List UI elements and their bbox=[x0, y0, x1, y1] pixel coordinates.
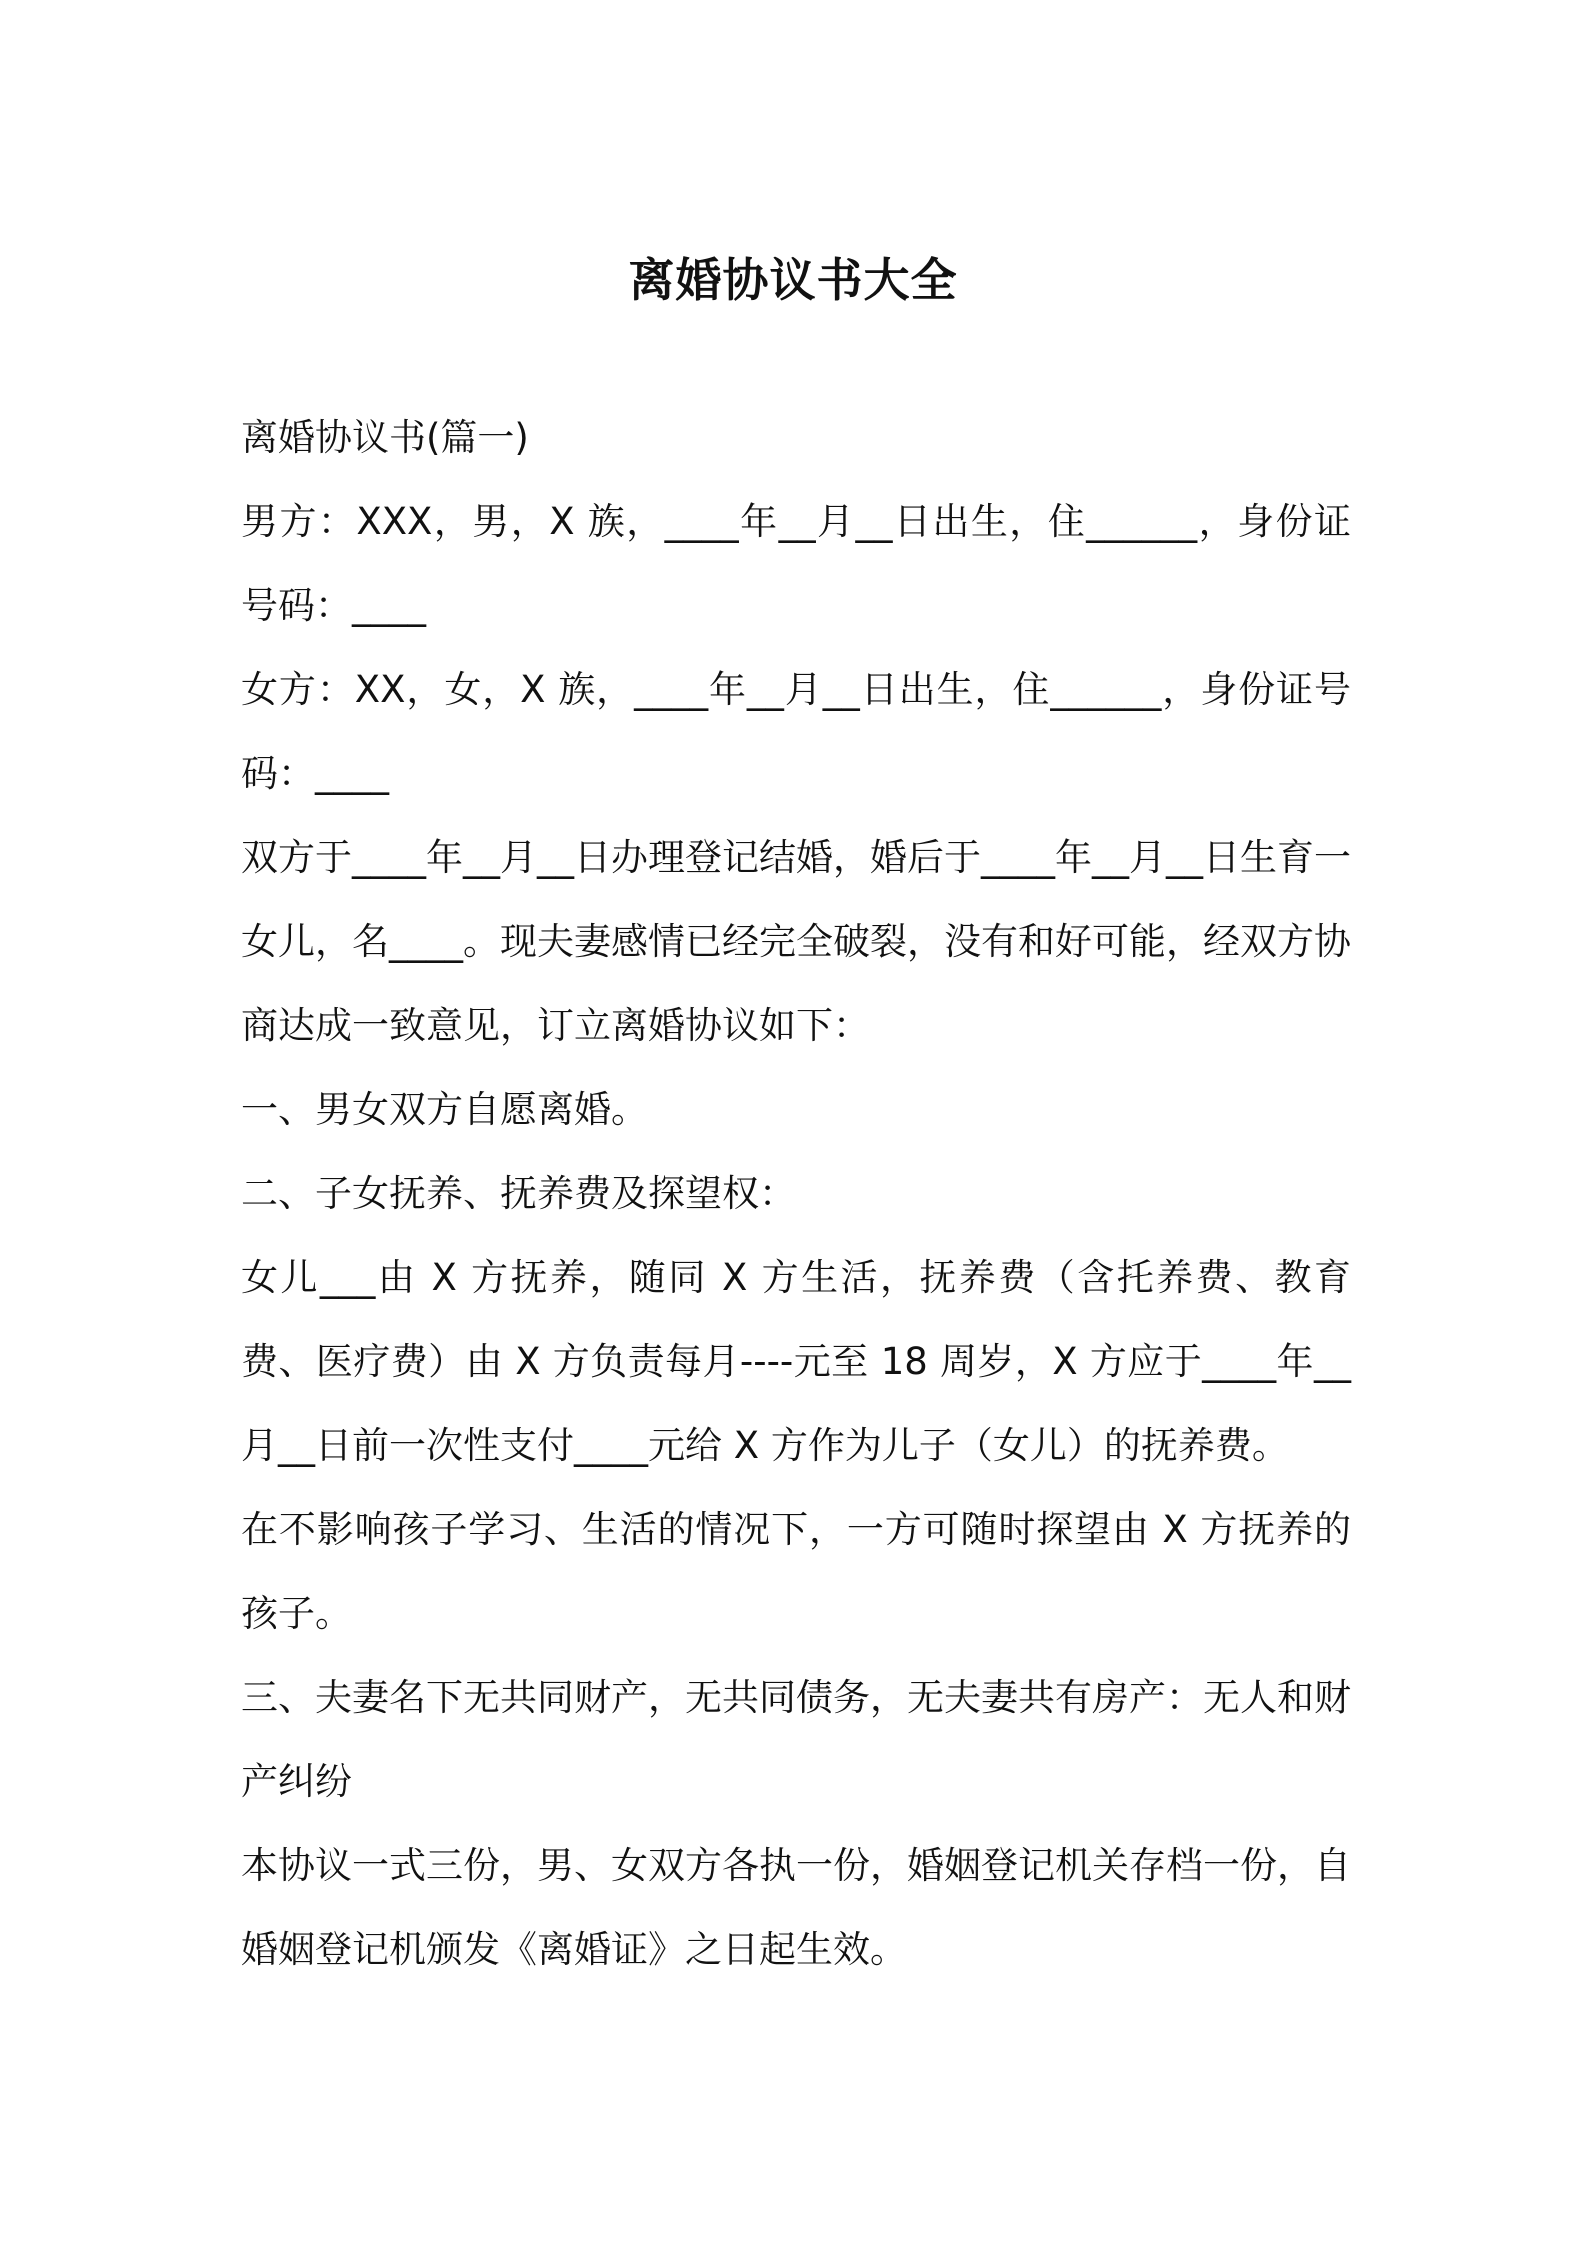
clause-three: 三、夫妻名下无共同财产，无共同债务，无夫妻共有房产：无人和财产纠纷 bbox=[241, 1676, 1351, 1803]
paragraph-visitation: 在不影响孩子学习、生活的情况下，一方可随时探望由 X 方抚养的孩子。 bbox=[241, 1508, 1351, 1635]
paragraph-marriage-info: 双方于____年__月__日办理登记结婚，婚后于____年__月__日生育一女儿，名____。现夫妻感情已经完全破裂，没有和好可能，经双方协商达成一致意见，订立离婚协议如下： bbox=[241, 836, 1351, 1047]
paragraph-male-party: 男方：XXX，男，X 族，____年__月__日出生，住______，身份证号码：____ bbox=[241, 500, 1351, 627]
document-body bbox=[241, 396, 1351, 1992]
document-title: 离婚协议书大全 bbox=[628, 252, 958, 307]
paragraph-effective: 本协议一式三份，男、女双方各执一份，婚姻登记机关存档一份，自婚姻登记机颁发《离婚证》之日起生效。 bbox=[241, 1844, 1351, 1971]
clause-one: 一、男女双方自愿离婚。 bbox=[241, 1088, 648, 1131]
section-heading: 离婚协议书(篇一) bbox=[241, 416, 529, 459]
paragraph-female-party: 女方：XX，女，X 族，____年__月__日出生，住______，身份证号码：____ bbox=[241, 668, 1351, 795]
paragraph-child-support: 女儿___由 X 方抚养，随同 X 方生活，抚养费（含托养费、教育费、医疗费）由 X 方负责每月----元至 18 周岁，X 方应于____年__月__日前一次性支付____元给 X 方作为儿子（女儿）的抚养费。 bbox=[241, 1256, 1351, 1467]
clause-two-heading: 二、子女抚养、抚养费及探望权： bbox=[241, 1172, 796, 1215]
